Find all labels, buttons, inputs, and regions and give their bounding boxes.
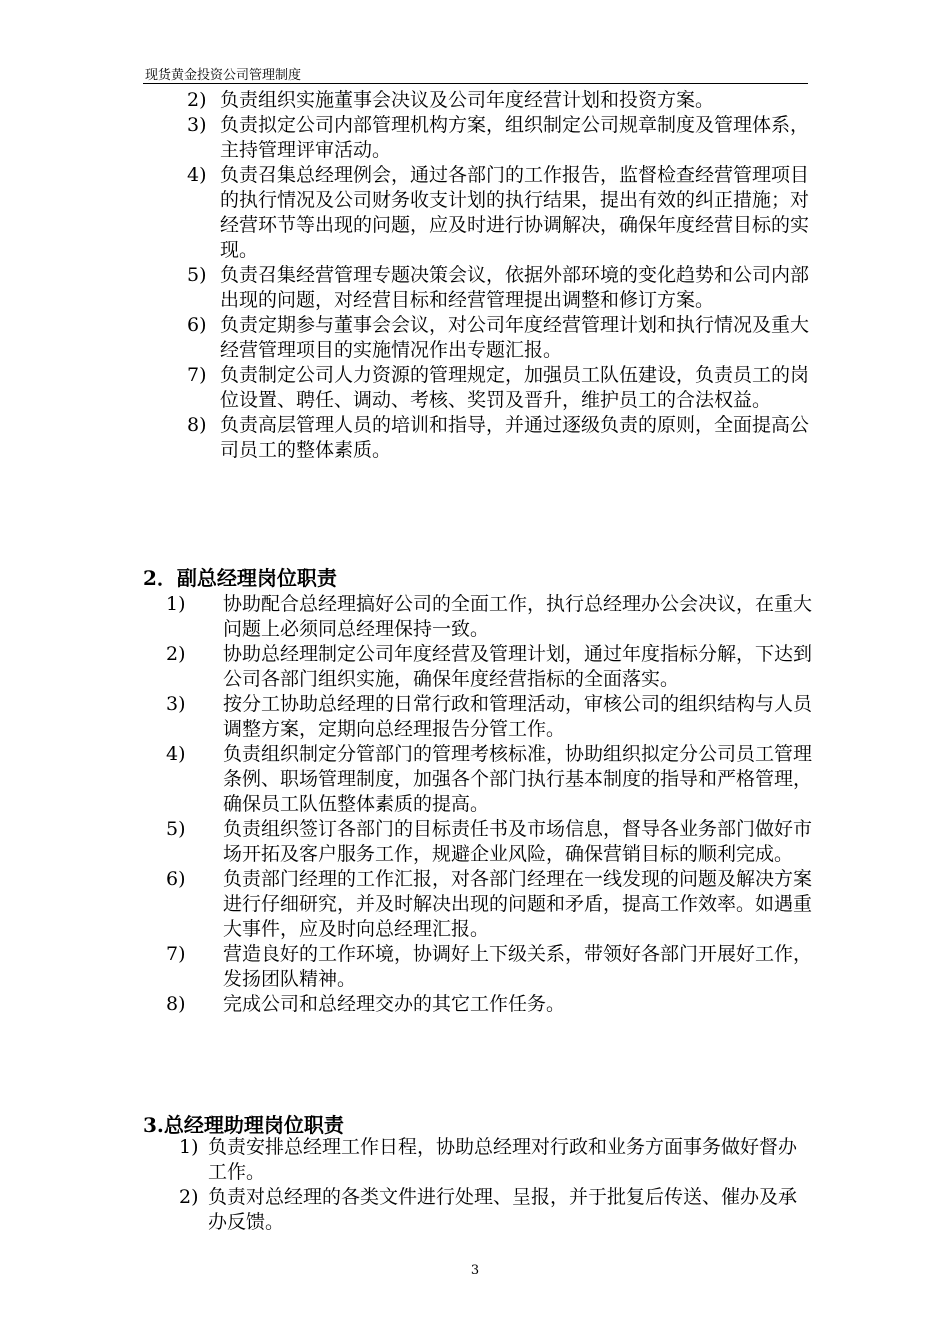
list-item-number: 7) (166, 943, 186, 965)
list-item-number: 2) (187, 89, 207, 111)
list-item-number: 5) (166, 818, 186, 840)
list-item-text: 负责组织签订各部门的目标责任书及市场信息，督导各业务部门做好市场开拓及客户服务工作，规避企业风险，确保营销目标的顺利完成。 (223, 818, 813, 865)
list-item (143, 113, 813, 163)
list-item (143, 692, 813, 742)
list-item-text: 负责拟定公司内部管理机构方案，组织制定公司规章制度及管理体系，主持管理评审活动。 (220, 114, 810, 161)
running-header: 现货黄金投资公司管理制度 (145, 68, 302, 83)
list-item (143, 163, 813, 263)
list-item (143, 313, 813, 363)
list-item-text: 负责安排总经理工作日程，协助总经理对行政和业务方面事务做好督办工作。 (208, 1136, 798, 1183)
list-item-number: 3) (187, 114, 207, 136)
list-item (143, 942, 813, 992)
list-item-text: 负责召集经营管理专题决策会议，依据外部环境的变化趋势和公司内部出现的问题，对经营目标和经营管理提出调整和修订方案。 (220, 264, 810, 311)
list-item (143, 742, 813, 817)
page-number: 3 (470, 1263, 480, 1278)
list-item-number: 2) (166, 643, 186, 665)
list-item-text: 营造良好的工作环境，协调好上下级关系，带领好各部门开展好工作，发扬团队精神。 (223, 943, 813, 990)
list-item (143, 263, 813, 313)
list-item (143, 992, 813, 1017)
list-item-number: 1) (166, 593, 186, 615)
list-item-text: 负责对总经理的各类文件进行处理、呈报，并于批复后传送、催办及承办反馈。 (208, 1186, 798, 1233)
list-item-text: 负责召集总经理例会，通过各部门的工作报告，监督检查经营管理项目的执行情况及公司财务收支计划的执行结果，提出有效的纠正措施；对经营环节等出现的问题，应及时进行协调解决，确保年度经营目标的实现。 (220, 164, 810, 261)
list-item-text: 负责高层管理人员的培训和指导，并通过逐级负责的原则，全面提高公司员工的整体素质。 (220, 414, 810, 461)
gm-assistant-duties-list (143, 1135, 813, 1235)
list-item (143, 413, 813, 463)
list-item (143, 363, 813, 413)
header-rule (143, 83, 808, 84)
list-item (143, 1135, 813, 1185)
list-item (143, 642, 813, 692)
list-item (143, 867, 813, 942)
list-item-number: 3) (166, 693, 186, 715)
list-item-number: 4) (166, 743, 186, 765)
list-item-text: 负责制定公司人力资源的管理规定，加强员工队伍建设，负责员工的岗位设置、聘任、调动、考核、奖罚及晋升，维护员工的合法权益。 (220, 364, 810, 411)
list-item-number: 1) (179, 1136, 199, 1158)
list-item-text: 按分工协助总经理的日常行政和管理活动，审核公司的组织结构与人员调整方案，定期向总经理报告分管工作。 (223, 693, 813, 740)
list-item-text: 负责组织实施董事会决议及公司年度经营计划和投资方案。 (220, 89, 715, 111)
list-item-text: 协助总经理制定公司年度经营及管理计划，通过年度指标分解，下达到公司各部门组织实施，确保年度经营指标的全面落实。 (223, 643, 813, 690)
list-item-number: 5) (187, 264, 207, 286)
list-item-text: 协助配合总经理搞好公司的全面工作，执行总经理办公会决议，在重大问题上必须同总经理保持一致。 (223, 593, 813, 640)
section-heading-deputy-gm: 2．副总经理岗位职责 (143, 566, 337, 590)
list-item-number: 7) (187, 364, 207, 386)
list-item-number: 4) (187, 164, 207, 186)
list-item-number: 2) (179, 1186, 199, 1208)
list-item-text: 负责组织制定分管部门的管理考核标准，协助组织拟定分公司员工管理条例、职场管理制度，加强各个部门执行基本制度的指导和严格管理，确保员工队伍整体素质的提高。 (223, 743, 813, 815)
deputy-gm-duties-list (143, 592, 813, 1017)
list-item (143, 1185, 813, 1235)
list-item-number: 6) (166, 868, 186, 890)
list-item (143, 88, 813, 113)
list-item-text: 完成公司和总经理交办的其它工作任务。 (223, 993, 566, 1015)
list-item (143, 817, 813, 867)
section-heading-gm-assistant: 3.总经理助理岗位职责 (143, 1113, 344, 1137)
list-item-number: 8) (187, 414, 207, 436)
list-item-text: 负责部门经理的工作汇报，对各部门经理在一线发现的问题及解决方案进行仔细研究，并及时解决出现的问题和矛盾，提高工作效率。如遇重大事件，应及时向总经理汇报。 (223, 868, 813, 940)
list-item-number: 6) (187, 314, 207, 336)
general-manager-duties-list (143, 88, 813, 463)
list-item-number: 8) (166, 993, 186, 1015)
list-item (143, 592, 813, 642)
list-item-text: 负责定期参与董事会会议，对公司年度经营管理计划和执行情况及重大经营管理项目的实施情况作出专题汇报。 (220, 314, 810, 361)
